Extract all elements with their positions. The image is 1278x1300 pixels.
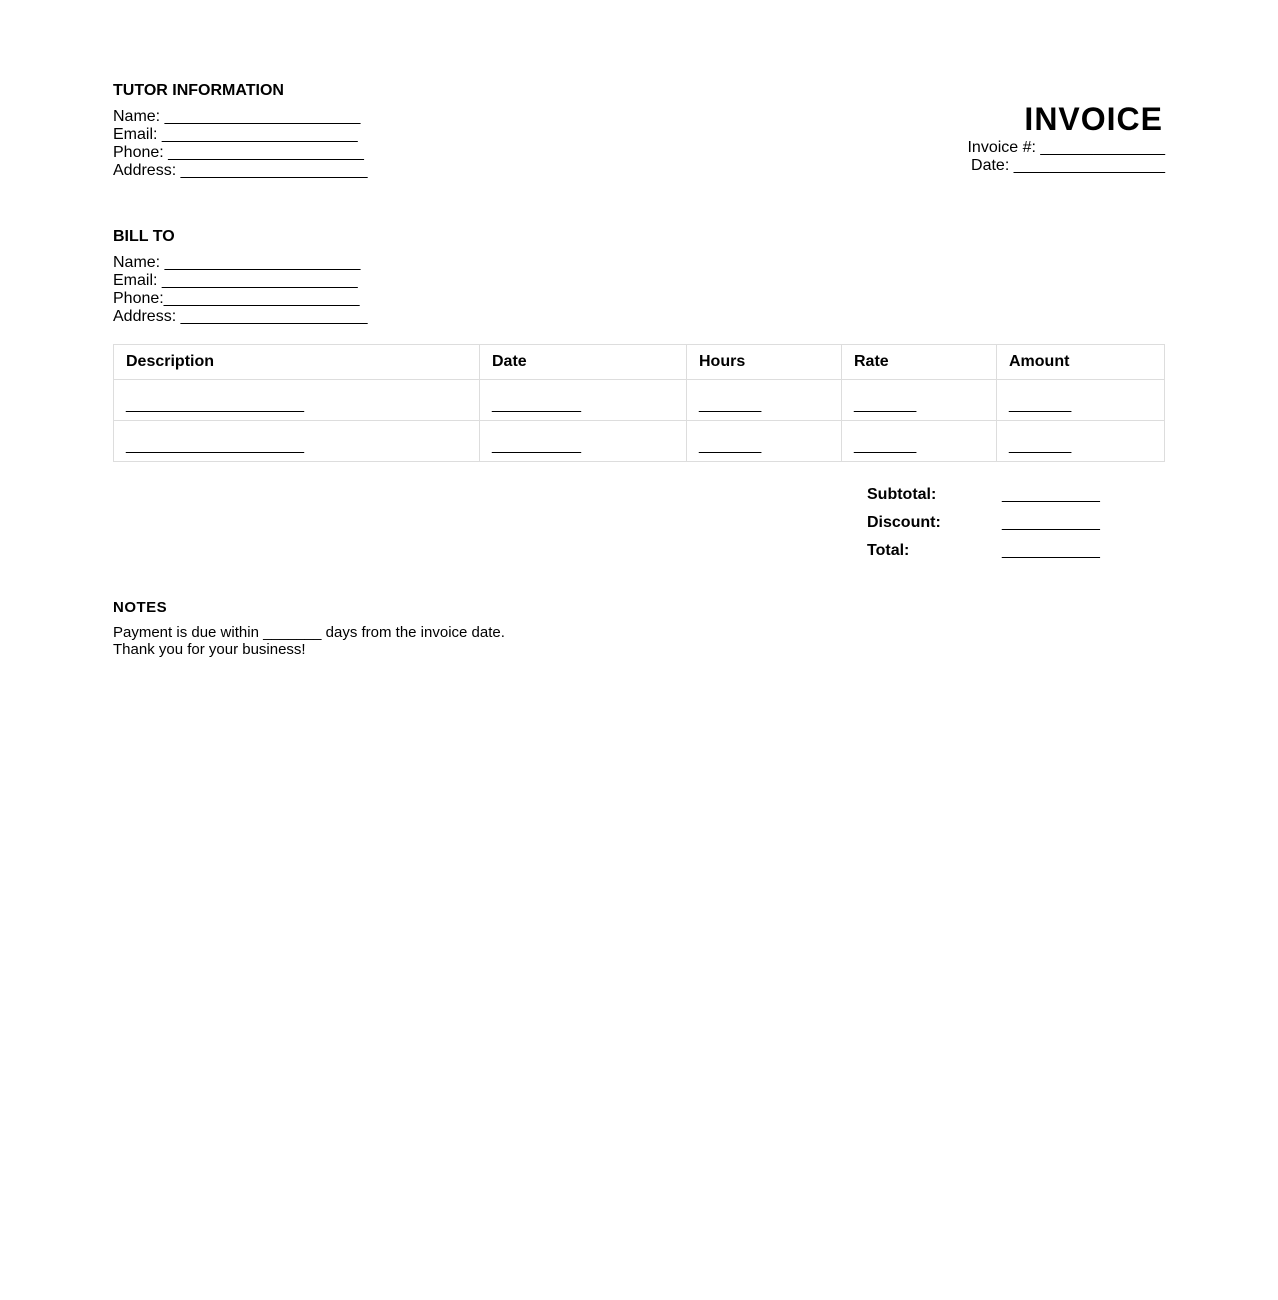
bill-to-name-field[interactable] (113, 254, 367, 272)
field-blank: _________________ (1013, 157, 1165, 174)
notes-heading: NOTES (113, 599, 168, 616)
field-blank: ______________ (1040, 139, 1165, 156)
table-row (114, 421, 1165, 462)
description-cell[interactable]: ____________________ (114, 421, 480, 462)
bill-to-phone-field[interactable] (113, 290, 367, 308)
rate-cell[interactable]: _______ (842, 380, 997, 421)
thank-you-text: Thank you for your business! (113, 641, 306, 658)
invoice-number-field[interactable] (967, 139, 1165, 157)
tutor-information-section (113, 82, 367, 180)
payment-terms-text: Payment is due within _______ days from the invoice date. (113, 624, 505, 641)
total-row (867, 542, 1100, 570)
rate-cell[interactable]: _______ (842, 421, 997, 462)
field-label: Address: (113, 162, 177, 179)
tutor-phone-field[interactable] (113, 144, 367, 162)
discount-value[interactable]: ___________ (1002, 514, 1100, 531)
field-label: Name: (113, 108, 161, 125)
totals-section (867, 486, 1100, 570)
field-blank: ______________________ (164, 254, 361, 271)
description-cell[interactable]: ____________________ (114, 380, 480, 421)
invoice-date-field[interactable] (967, 157, 1165, 175)
tutor-name-field[interactable] (113, 108, 367, 126)
field-label: Phone: (113, 290, 164, 307)
tutor-address-field[interactable] (113, 162, 367, 180)
field-label: Phone: (113, 144, 164, 161)
total-value[interactable]: ___________ (1002, 542, 1100, 559)
field-blank: ______________________ (164, 108, 361, 125)
field-label: Invoice #: (967, 139, 1036, 156)
amount-cell[interactable]: _______ (997, 380, 1165, 421)
discount-label: Discount: (867, 514, 941, 531)
field-blank: ______________________ (161, 126, 358, 143)
bill-to-address-field[interactable] (113, 308, 367, 326)
field-label: Address: (113, 308, 177, 325)
date-cell[interactable]: __________ (480, 421, 687, 462)
hours-cell[interactable]: _______ (687, 421, 842, 462)
field-label: Email: (113, 126, 158, 143)
field-blank: ______________________ (161, 272, 358, 289)
column-header-date: Date (480, 345, 687, 380)
amount-cell[interactable]: _______ (997, 421, 1165, 462)
bill-to-section (113, 228, 367, 326)
field-label: Name: (113, 254, 161, 271)
table-row (114, 380, 1165, 421)
field-blank: _____________________ (180, 308, 368, 325)
field-blank: ______________________ (163, 290, 360, 307)
column-header-amount: Amount (997, 345, 1165, 380)
bill-to-email-field[interactable] (113, 272, 367, 290)
total-label: Total: (867, 542, 910, 559)
field-blank: _____________________ (180, 162, 368, 179)
subtotal-label: Subtotal: (867, 486, 937, 503)
column-header-rate: Rate (842, 345, 997, 380)
column-header-hours: Hours (687, 345, 842, 380)
hours-cell[interactable]: _______ (687, 380, 842, 421)
subtotal-value[interactable]: ___________ (1002, 486, 1100, 503)
invoice-header (967, 99, 1165, 175)
date-cell[interactable]: __________ (480, 380, 687, 421)
field-blank: ______________________ (168, 144, 364, 161)
field-label: Email: (113, 272, 158, 289)
notes-section (113, 599, 505, 658)
line-items-table (113, 344, 1165, 462)
tutor-email-field[interactable] (113, 126, 367, 144)
tutor-information-heading: TUTOR INFORMATION (113, 82, 284, 99)
table-header-row (114, 345, 1165, 380)
discount-row (867, 514, 1100, 542)
bill-to-heading: BILL TO (113, 228, 175, 245)
column-header-description: Description (114, 345, 480, 380)
subtotal-row (867, 486, 1100, 514)
field-label: Date: (971, 157, 1010, 174)
invoice-title: INVOICE (1024, 101, 1163, 137)
